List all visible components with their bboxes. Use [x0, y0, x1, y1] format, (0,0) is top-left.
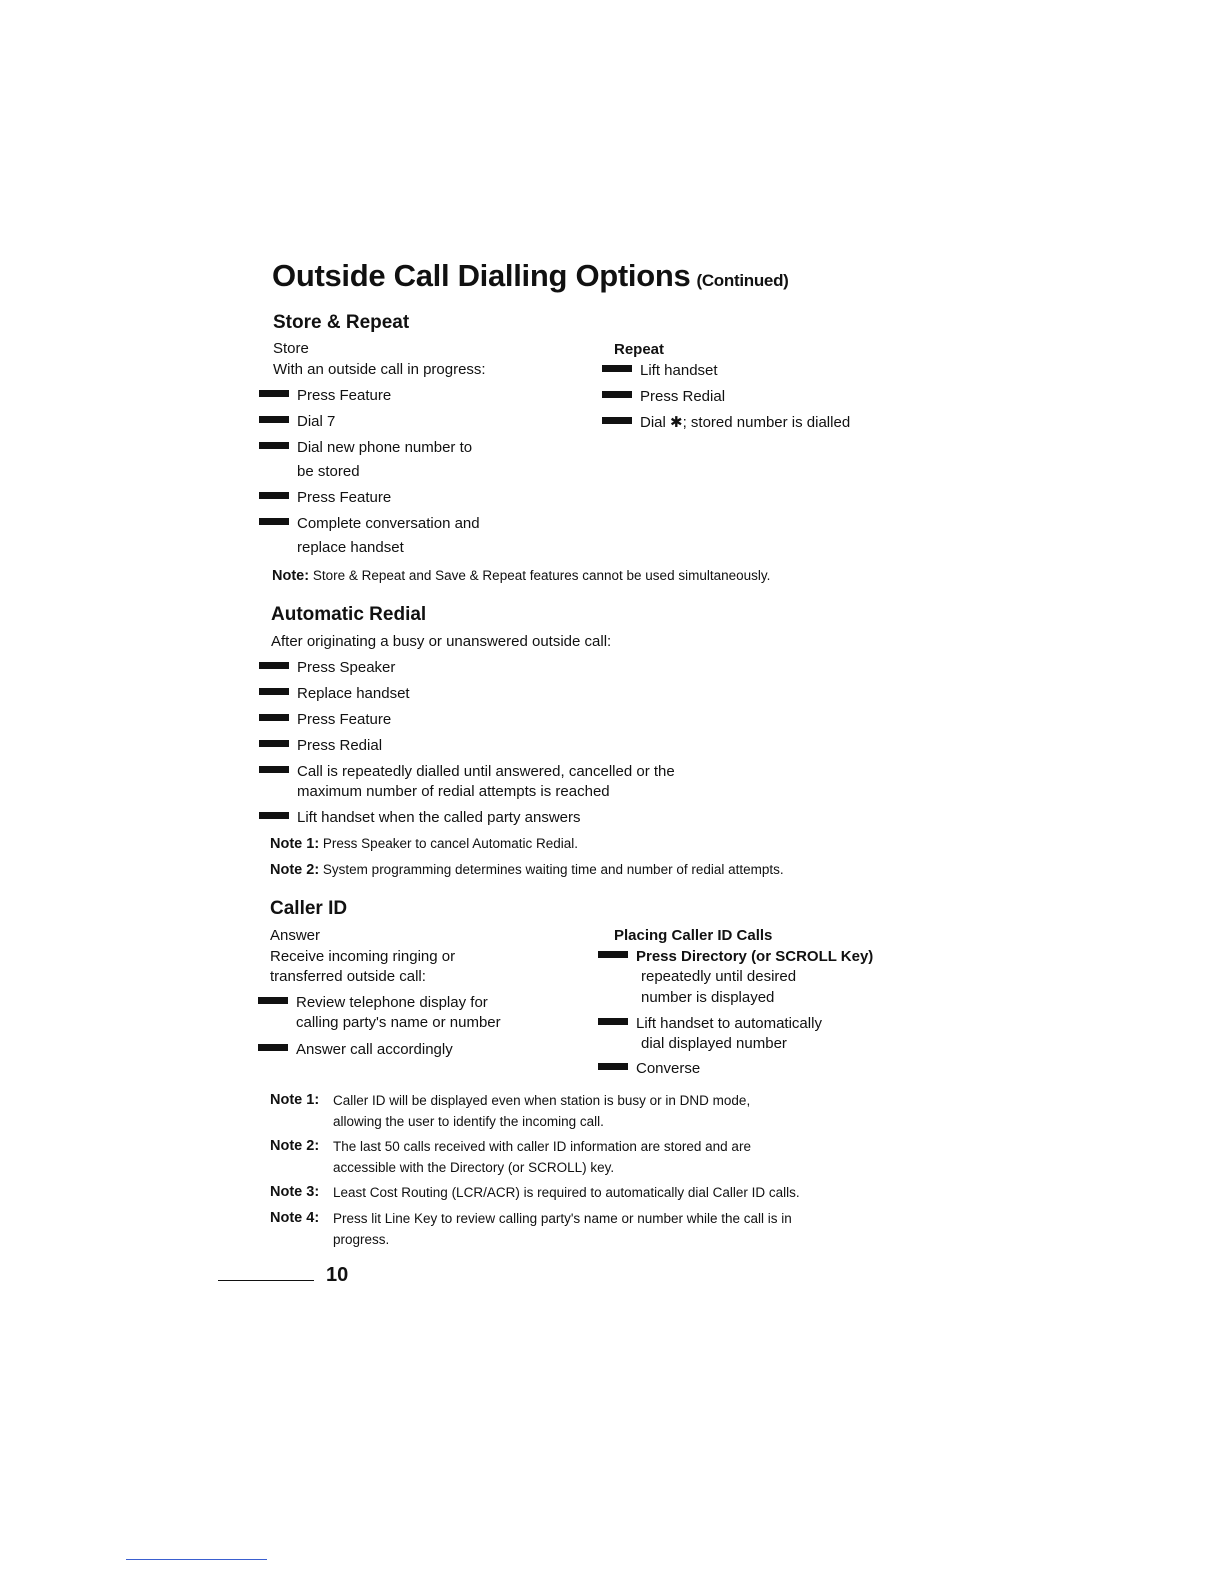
note-text: Press Speaker to cancel Automatic Redial. [322, 836, 579, 851]
caller-id-note-2 [270, 1136, 890, 1178]
bullet-bar-icon [598, 1063, 628, 1070]
store-intro: With an outside call in progress: [273, 361, 486, 378]
note-text: System programming determines waiting time and number of redial attempts. [322, 862, 784, 877]
bullet-bar-icon [259, 492, 289, 499]
caller-id-note-1 [270, 1090, 890, 1132]
bullet-bar-icon [259, 688, 289, 695]
bullet-bar-icon [602, 417, 632, 424]
placing-step-1-cont-1: repeatedly until desired [641, 968, 797, 985]
note-label: Note 1: [270, 836, 320, 852]
page-title [272, 258, 789, 294]
placing-step-2-cont: dial displayed number [641, 1035, 787, 1052]
redial-note-2 [270, 860, 784, 880]
bullet-bar-icon [259, 416, 289, 423]
store-step-2: Dial 7 [259, 411, 335, 432]
answer-label: Answer [270, 927, 321, 944]
bullet-bar-icon [259, 812, 289, 819]
answer-intro-2: transferred outside call: [270, 968, 426, 985]
redial-step-3: Press Feature [259, 709, 391, 730]
note-line: accessible with the Directory (or SCROLL) key. [333, 1160, 615, 1175]
note-line: The last 50 calls received with caller ID information are stored and are [333, 1139, 751, 1154]
placing-step-1-cont-2: number is displayed [641, 989, 775, 1006]
bullet-bar-icon [259, 662, 289, 669]
bullet-bar-icon [602, 365, 632, 372]
repeat-step-3: Dial ✱; stored number is dialled [602, 412, 850, 433]
page-title-text: Outside Call Dialling Options [272, 258, 691, 293]
note-label: Note 2: [270, 862, 320, 878]
bullet-bar-icon [259, 714, 289, 721]
note-line: Least Cost Routing (LCR/ACR) is required to automatically dial Caller ID calls. [333, 1185, 800, 1200]
note-line: progress. [333, 1232, 390, 1247]
redial-step-5: Call is repeatedly dialled until answered, cancelled or the [259, 761, 675, 782]
store-step-3-cont: be stored [297, 463, 360, 480]
repeat-label: Repeat [614, 341, 665, 358]
repeat-step-1: Lift handset [602, 360, 718, 381]
note-line: allowing the user to identify the incoming call. [333, 1114, 604, 1129]
note-label: Note: [272, 568, 310, 584]
store-step-5: Complete conversation and [259, 513, 480, 534]
bullet-bar-icon [258, 997, 288, 1004]
bullet-bar-icon [259, 518, 289, 525]
placing-step-3: Converse [598, 1058, 700, 1079]
bullet-bar-icon [258, 1044, 288, 1051]
placing-label: Placing Caller ID Calls [614, 927, 773, 944]
placing-step-2: Lift handset to automatically [598, 1013, 822, 1034]
automatic-redial-heading: Automatic Redial [271, 604, 427, 625]
answer-step-2: Answer call accordingly [258, 1039, 453, 1060]
bullet-bar-icon [259, 442, 289, 449]
redial-step-5-cont: maximum number of redial attempts is reached [297, 783, 610, 800]
redial-step-2: Replace handset [259, 683, 410, 704]
caller-id-note-4 [270, 1208, 890, 1250]
note-label: Note 4: [270, 1210, 320, 1226]
store-label: Store [273, 340, 309, 357]
bullet-bar-icon [598, 1018, 628, 1025]
repeat-step-2: Press Redial [602, 386, 725, 407]
redial-step-4: Press Redial [259, 735, 382, 756]
store-step-4: Press Feature [259, 487, 391, 508]
note-label: Note 3: [270, 1184, 320, 1200]
redial-note-1 [270, 834, 578, 854]
store-repeat-note [272, 566, 770, 586]
answer-step-1-cont: calling party's name or number [296, 1014, 501, 1031]
caller-id-note-3 [270, 1182, 890, 1203]
bullet-bar-icon [259, 740, 289, 747]
title-suffix: (Continued) [696, 271, 789, 290]
note-text: Store & Repeat and Save & Repeat features cannot be used simultaneously. [312, 568, 771, 583]
bullet-bar-icon [602, 391, 632, 398]
bullet-bar-icon [259, 390, 289, 397]
bullet-bar-icon [259, 766, 289, 773]
page-number: 10 [326, 1264, 349, 1286]
answer-intro-1: Receive incoming ringing or [270, 948, 456, 965]
bullet-bar-icon [598, 951, 628, 958]
caller-id-heading: Caller ID [270, 898, 348, 919]
placing-step-1: Press Directory (or SCROLL Key) [598, 946, 873, 967]
note-label: Note 2: [270, 1138, 320, 1154]
redial-intro: After originating a busy or unanswered outside call: [271, 633, 612, 650]
scan-edge-line [126, 1559, 267, 1560]
note-label: Note 1: [270, 1092, 320, 1108]
store-step-3: Dial new phone number to [259, 437, 472, 458]
note-line: Press lit Line Key to review calling party's name or number while the call is in [333, 1211, 792, 1226]
store-step-1: Press Feature [259, 385, 391, 406]
footer-rule [218, 1280, 314, 1281]
store-step-5-cont: replace handset [297, 539, 404, 556]
answer-step-1: Review telephone display for [258, 992, 488, 1013]
redial-step-1: Press Speaker [259, 657, 395, 678]
note-line: Caller ID will be displayed even when station is busy or in DND mode, [333, 1093, 751, 1108]
store-repeat-heading: Store & Repeat [273, 312, 410, 333]
redial-step-6: Lift handset when the called party answers [259, 807, 581, 828]
